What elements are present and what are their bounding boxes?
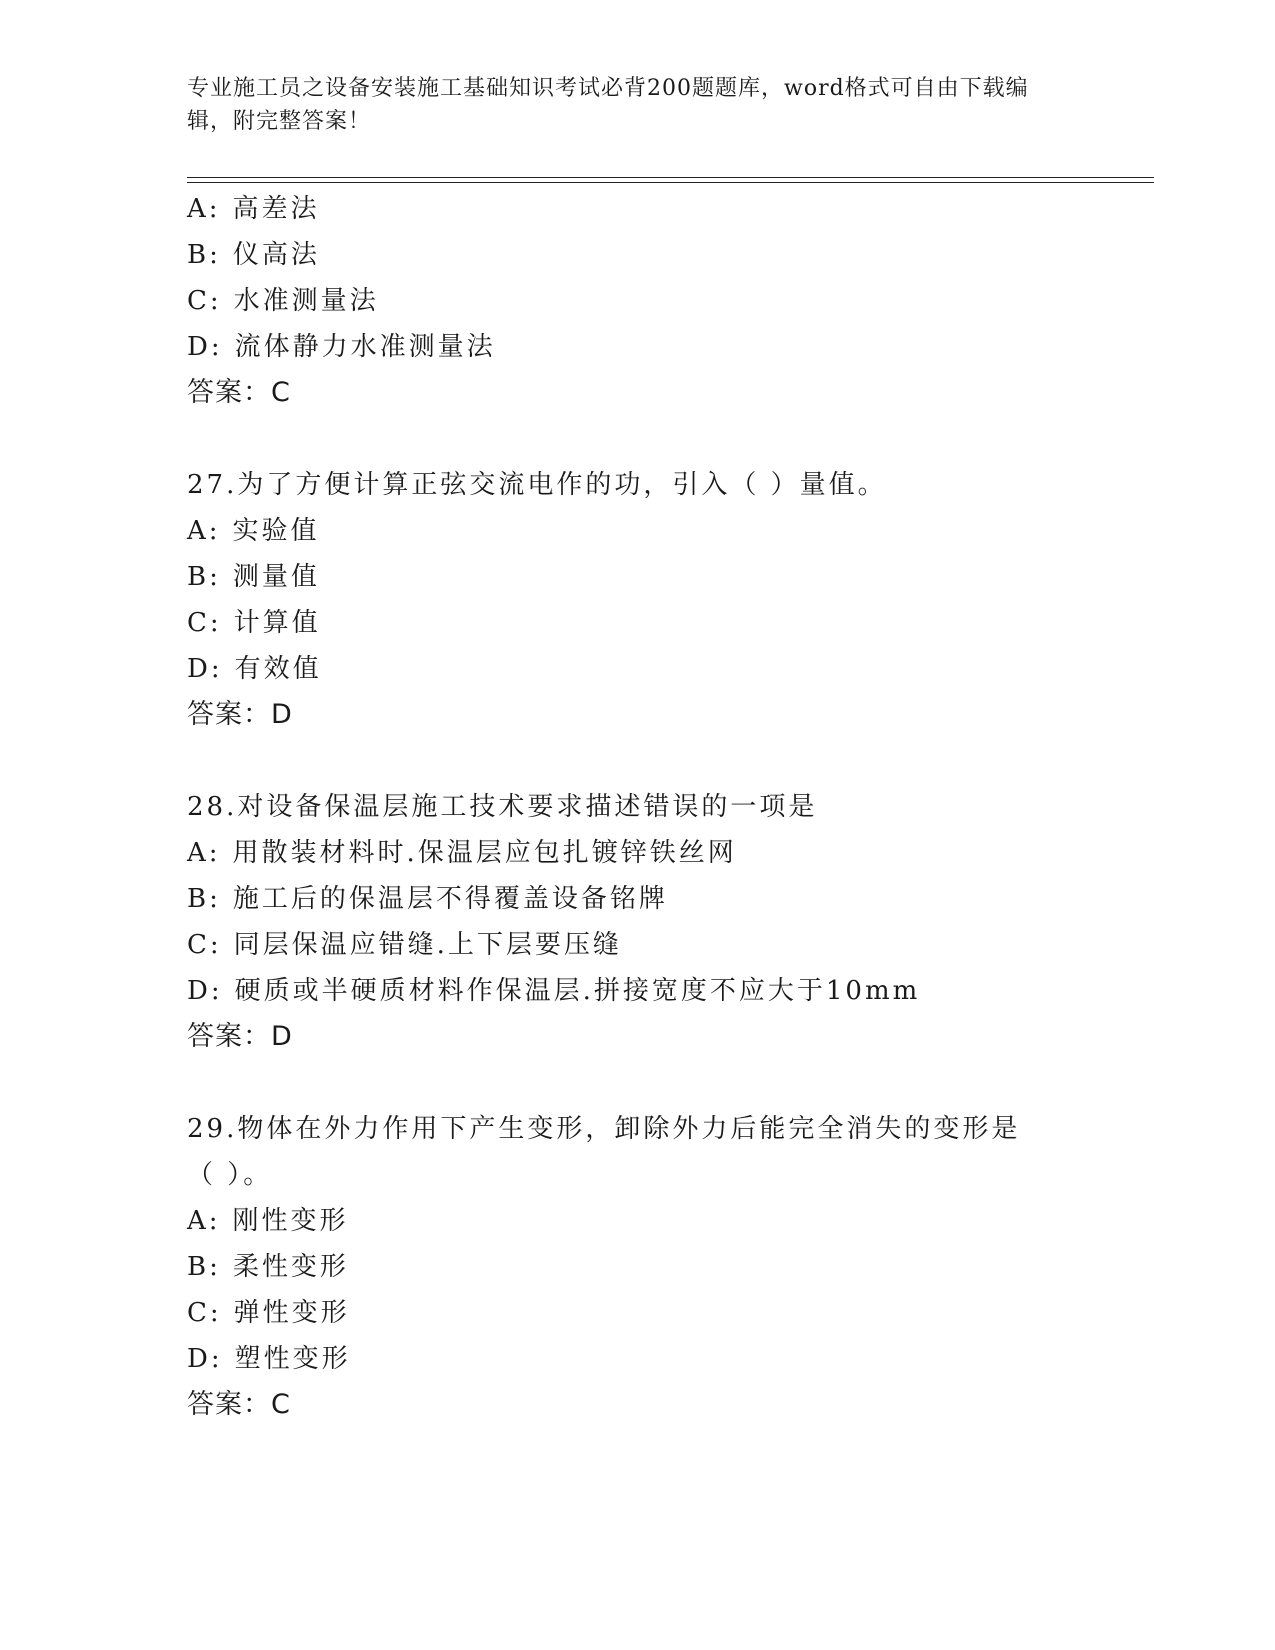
option-d (187, 968, 1147, 1014)
option-letter: B: (187, 562, 221, 592)
question-block-27 (187, 462, 1147, 738)
header-divider-top (187, 177, 1154, 178)
option-text: 同层保温应错缝.上下层要压缝 (233, 930, 622, 960)
option-letter: C: (187, 930, 222, 960)
option-text: 水准测量法 (233, 286, 379, 316)
answer-line: 答案：C (187, 1389, 291, 1420)
option-text: 仪高法 (232, 240, 320, 270)
question-block-29 (187, 1106, 1147, 1428)
option-letter: D: (187, 1344, 223, 1374)
option-text: 刚性变形 (232, 1206, 349, 1236)
document-header: 专业施工员之设备安装施工基础知识考试必背200题题库，word格式可自由下载编辑，附完整答案！ (187, 76, 1029, 134)
option-b (187, 876, 1147, 922)
option-letter: B: (187, 884, 221, 914)
option-letter: C: (187, 286, 222, 316)
option-letter: C: (187, 608, 222, 638)
option-d (187, 1336, 1147, 1382)
option-letter: B: (187, 240, 221, 270)
option-c (187, 922, 1147, 968)
option-letter: A: (187, 194, 221, 224)
option-c (187, 1290, 1147, 1336)
option-b (187, 1244, 1147, 1290)
option-d (187, 324, 1147, 370)
option-letter: D: (187, 654, 223, 684)
option-text: 弹性变形 (233, 1298, 350, 1328)
answer-line: 答案：D (187, 1021, 293, 1052)
option-b (187, 232, 1147, 278)
option-a (187, 1198, 1147, 1244)
option-text: 塑性变形 (234, 1344, 351, 1374)
option-d (187, 646, 1147, 692)
option-text: 高差法 (232, 194, 320, 224)
option-text: 施工后的保温层不得覆盖设备铭牌 (232, 884, 668, 914)
option-c (187, 278, 1147, 324)
option-letter: A: (187, 1206, 221, 1236)
question-text: 28.对设备保温层施工技术要求描述错误的一项是 (187, 792, 818, 822)
option-text: 测量值 (232, 562, 320, 592)
option-text: 计算值 (233, 608, 321, 638)
question-block-26 (187, 186, 1147, 416)
option-b (187, 554, 1147, 600)
option-text: 用散装材料时.保温层应包扎镀锌铁丝网 (232, 838, 737, 868)
spacer (187, 1060, 1147, 1106)
answer-line: 答案：D (187, 699, 293, 730)
header-divider-bottom (187, 182, 1154, 183)
question-text: 29.物体在外力作用下产生变形，卸除外力后能完全消失的变形是（ ）。 (187, 1114, 1021, 1190)
option-text: 柔性变形 (232, 1252, 349, 1282)
option-letter: D: (187, 976, 223, 1006)
option-text: 有效值 (234, 654, 322, 684)
option-text: 硬质或半硬质材料作保温层.拼接宽度不应大于10mm (234, 976, 921, 1006)
option-a (187, 830, 1147, 876)
option-letter: D: (187, 332, 223, 362)
spacer (187, 416, 1147, 462)
question-content (187, 186, 1147, 1428)
option-letter: B: (187, 1252, 221, 1282)
option-text: 流体静力水准测量法 (234, 332, 496, 362)
answer-line: 答案：C (187, 377, 291, 408)
option-a (187, 186, 1147, 232)
option-text: 实验值 (232, 516, 320, 546)
option-letter: C: (187, 1298, 222, 1328)
question-block-28 (187, 784, 1147, 1060)
spacer (187, 738, 1147, 784)
option-a (187, 508, 1147, 554)
option-letter: A: (187, 516, 221, 546)
option-c (187, 600, 1147, 646)
option-letter: A: (187, 838, 221, 868)
question-text: 27.为了方便计算正弦交流电作的功，引入（ ）量值。 (187, 470, 887, 500)
